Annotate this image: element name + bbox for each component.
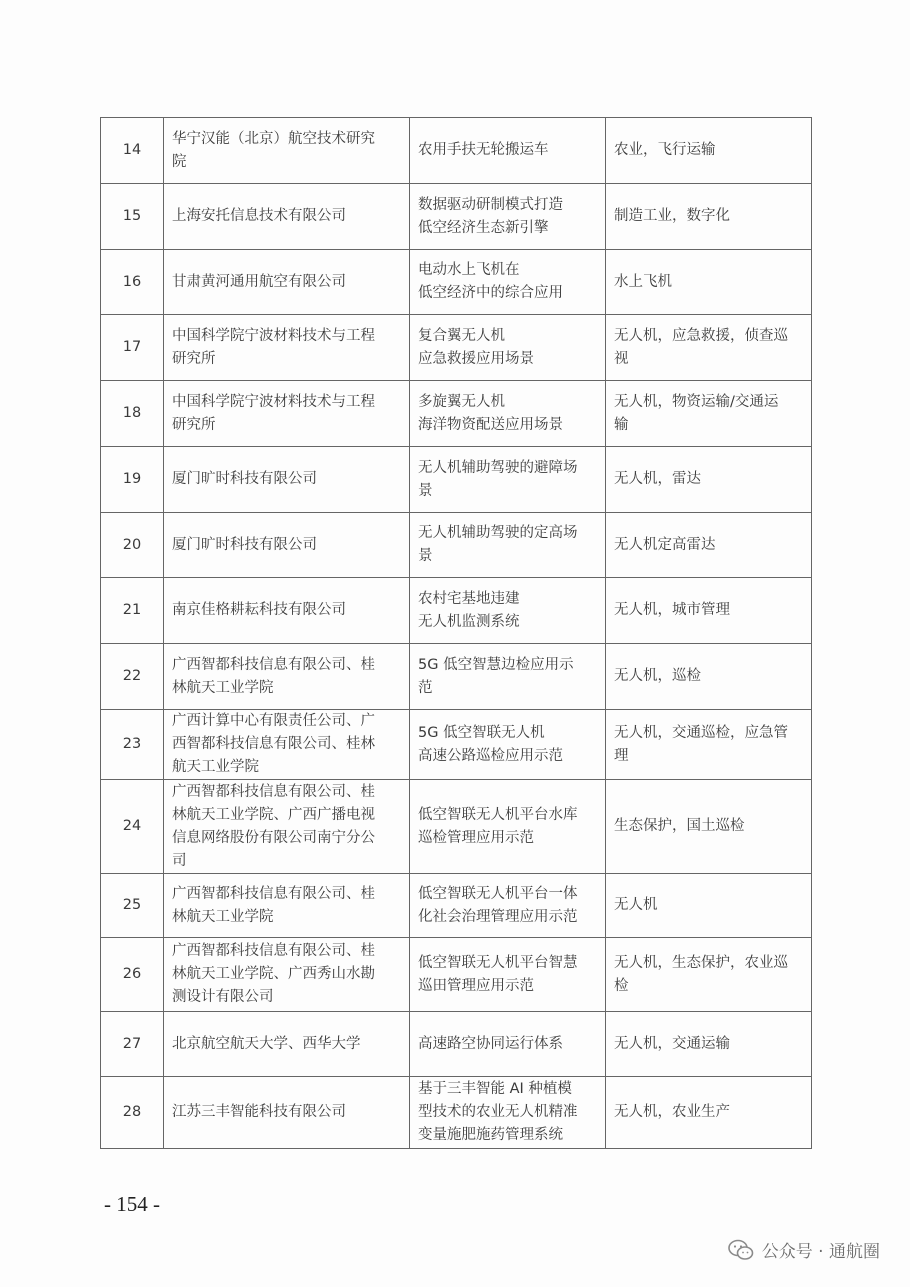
organization-cell [164,513,410,578]
field-cell [606,513,812,578]
row-number-text: 16 [122,273,142,290]
table-row [101,780,812,874]
table-row [101,447,812,513]
row-number-text: 14 [122,142,142,158]
row-number-text: 15 [122,208,142,224]
organization-cell-text: 广西计算中心有限责任公司、广 西智都科技信息有限公司、桂林 航天工业学院 [172,713,375,775]
field-cell [606,447,812,513]
organization-cell [164,381,410,447]
field-cell [606,381,812,447]
organization-cell [164,315,410,381]
organization-cell [164,780,410,874]
field-cell [606,710,812,780]
project-cell [410,710,606,780]
project-cell [410,381,606,447]
row-number [101,381,164,447]
project-cell-text: 5G 低空智联无人机 高速公路巡检应用示范 [418,724,563,764]
project-cell [410,315,606,381]
table-row [101,938,812,1012]
project-cell-text: 无人机辅助驾驶的定高场 景 [418,525,578,564]
field-cell [606,184,812,250]
project-cell-text: 高速路空协同运行体系 [418,1035,563,1052]
table-row [101,644,812,710]
field-cell [606,250,812,315]
row-number [101,513,164,578]
organization-cell [164,874,410,938]
row-number-text: 21 [122,602,142,618]
row-number-text: 28 [122,1104,142,1120]
field-cell [606,1077,812,1149]
field-cell-text: 无人机 [614,897,658,913]
organization-cell-text: 江苏三丰智能科技有限公司 [172,1104,346,1120]
row-number-text: 24 [122,818,142,834]
organization-cell [164,1012,410,1077]
field-cell-text: 无人机定高雷达 [614,536,716,553]
organization-cell [164,710,410,780]
organization-cell-text: 厦门旷时科技有限公司 [172,536,317,553]
project-cell-text: 农村宅基地违建 无人机监测系统 [418,590,520,630]
row-number [101,315,164,381]
table-row [101,578,812,644]
field-cell [606,1012,812,1077]
project-cell [410,513,606,578]
field-cell [606,578,812,644]
table-row [101,710,812,780]
page-number: - 154 - [104,1192,160,1216]
row-number [101,184,164,250]
organization-cell-text: 华宁汉能（北京）航空技术研究 院 [172,130,375,170]
table-body [101,118,812,1149]
row-number [101,250,164,315]
table-row [101,1077,812,1149]
organization-cell-text: 上海安托信息技术有限公司 [172,208,346,224]
table-row [101,184,812,250]
row-number [101,710,164,780]
field-cell-text: 水上飞机 [614,273,672,290]
watermark [728,1237,880,1262]
project-cell [410,874,606,938]
row-number-text: 20 [122,536,142,553]
project-cell-text: 基于三丰智能 AI 种植模 型技术的农业无人机精准 变量施肥施药管理系统 [418,1081,578,1143]
field-cell [606,780,812,874]
field-cell [606,874,812,938]
field-cell-text: 无人机，城市管理 [614,602,730,618]
table-row [101,1012,812,1077]
organization-cell [164,1077,410,1149]
row-number-text: 17 [122,339,142,355]
field-cell-text: 无人机，巡检 [614,668,701,684]
row-number [101,578,164,644]
organization-cell-text: 中国科学院宁波材料技术与工程 研究所 [172,393,375,433]
project-cell [410,1077,606,1149]
row-number [101,644,164,710]
project-cell-text: 低空智联无人机平台水库 巡检管理应用示范 [418,806,578,846]
project-cell [410,1012,606,1077]
row-number-text: 18 [122,405,142,421]
field-cell [606,644,812,710]
organization-cell-text: 甘肃黄河通用航空有限公司 [172,273,346,290]
organization-cell-text: 中国科学院宁波材料技术与工程 研究所 [172,327,375,367]
table-row [101,874,812,938]
project-cell-text: 低空智联无人机平台一体 化社会治理管理应用示范 [418,885,578,925]
field-cell-text: 无人机，应急救援，侦查巡 视 [614,327,788,367]
organization-cell [164,118,410,184]
row-number [101,780,164,874]
organization-cell-text: 广西智都科技信息有限公司、桂 林航天工业学院、广西秀山水勘 测设计有限公司 [172,943,375,1005]
table-row [101,118,812,184]
project-cell [410,578,606,644]
organization-cell-text: 广西智都科技信息有限公司、桂 林航天工业学院 [172,656,375,696]
project-cell-text: 电动水上飞机在 低空经济中的综合应用 [418,262,563,301]
wechat-icon [728,1239,754,1261]
organization-cell [164,447,410,513]
row-number-text: 19 [122,471,142,487]
organization-cell [164,250,410,315]
project-cell [410,644,606,710]
project-cell [410,184,606,250]
row-number [101,938,164,1012]
row-number [101,447,164,513]
project-table [100,117,812,1149]
row-number [101,874,164,938]
field-cell-text: 制造工业，数字化 [614,208,730,224]
organization-cell [164,578,410,644]
field-cell-text: 无人机，交通运输 [614,1035,730,1052]
row-number [101,1077,164,1149]
row-number [101,118,164,184]
table-row [101,381,812,447]
row-number-text: 27 [122,1035,142,1052]
organization-cell-text: 南京佳格耕耘科技有限公司 [172,602,346,618]
table-row [101,250,812,315]
field-cell [606,315,812,381]
watermark-text: 公众号 · 通航圈 [761,1242,880,1262]
project-cell-text: 5G 低空智慧边检应用示 范 [418,656,574,696]
row-number-text: 25 [122,897,142,913]
organization-cell-text: 厦门旷时科技有限公司 [172,471,317,487]
organization-cell [164,644,410,710]
field-cell-text: 无人机，物资运输/交通运 输 [614,393,779,433]
field-cell [606,938,812,1012]
field-cell-text: 无人机，雷达 [614,471,701,487]
project-cell [410,780,606,874]
row-number [101,1012,164,1077]
row-number-text: 23 [122,736,142,752]
field-cell [606,118,812,184]
project-cell [410,250,606,315]
project-cell-text: 复合翼无人机 应急救援应用场景 [418,327,534,367]
project-cell [410,938,606,1012]
organization-cell [164,938,410,1012]
project-cell [410,118,606,184]
field-cell-text: 无人机，生态保护，农业巡 检 [614,954,788,994]
project-cell-text: 数据驱动研制模式打造 低空经济生态新引擎 [418,196,563,236]
organization-cell-text: 广西智都科技信息有限公司、桂 林航天工业学院 [172,885,375,925]
row-number-text: 26 [122,966,142,982]
project-cell-text: 无人机辅助驾驶的避障场 景 [418,459,578,499]
table-row [101,315,812,381]
organization-cell-text: 广西智都科技信息有限公司、桂 林航天工业学院、广西广播电视 信息网络股份有限公司南宁分公 司 [172,783,375,869]
row-number-text: 22 [122,668,142,684]
field-cell-text: 无人机，交通巡检，应急管 理 [614,724,788,764]
project-cell [410,447,606,513]
field-cell-text: 生态保护，国土巡检 [614,818,745,834]
field-cell-text: 无人机，农业生产 [614,1104,730,1120]
project-cell-text: 农用手扶无轮搬运车 [418,142,549,158]
project-cell-text: 低空智联无人机平台智慧 巡田管理应用示范 [418,954,578,994]
project-cell-text: 多旋翼无人机 海洋物资配送应用场景 [418,393,563,433]
field-cell-text: 农业，飞行运输 [614,142,716,158]
table-row [101,513,812,578]
organization-cell [164,184,410,250]
organization-cell-text: 北京航空航天大学、西华大学 [172,1035,361,1052]
